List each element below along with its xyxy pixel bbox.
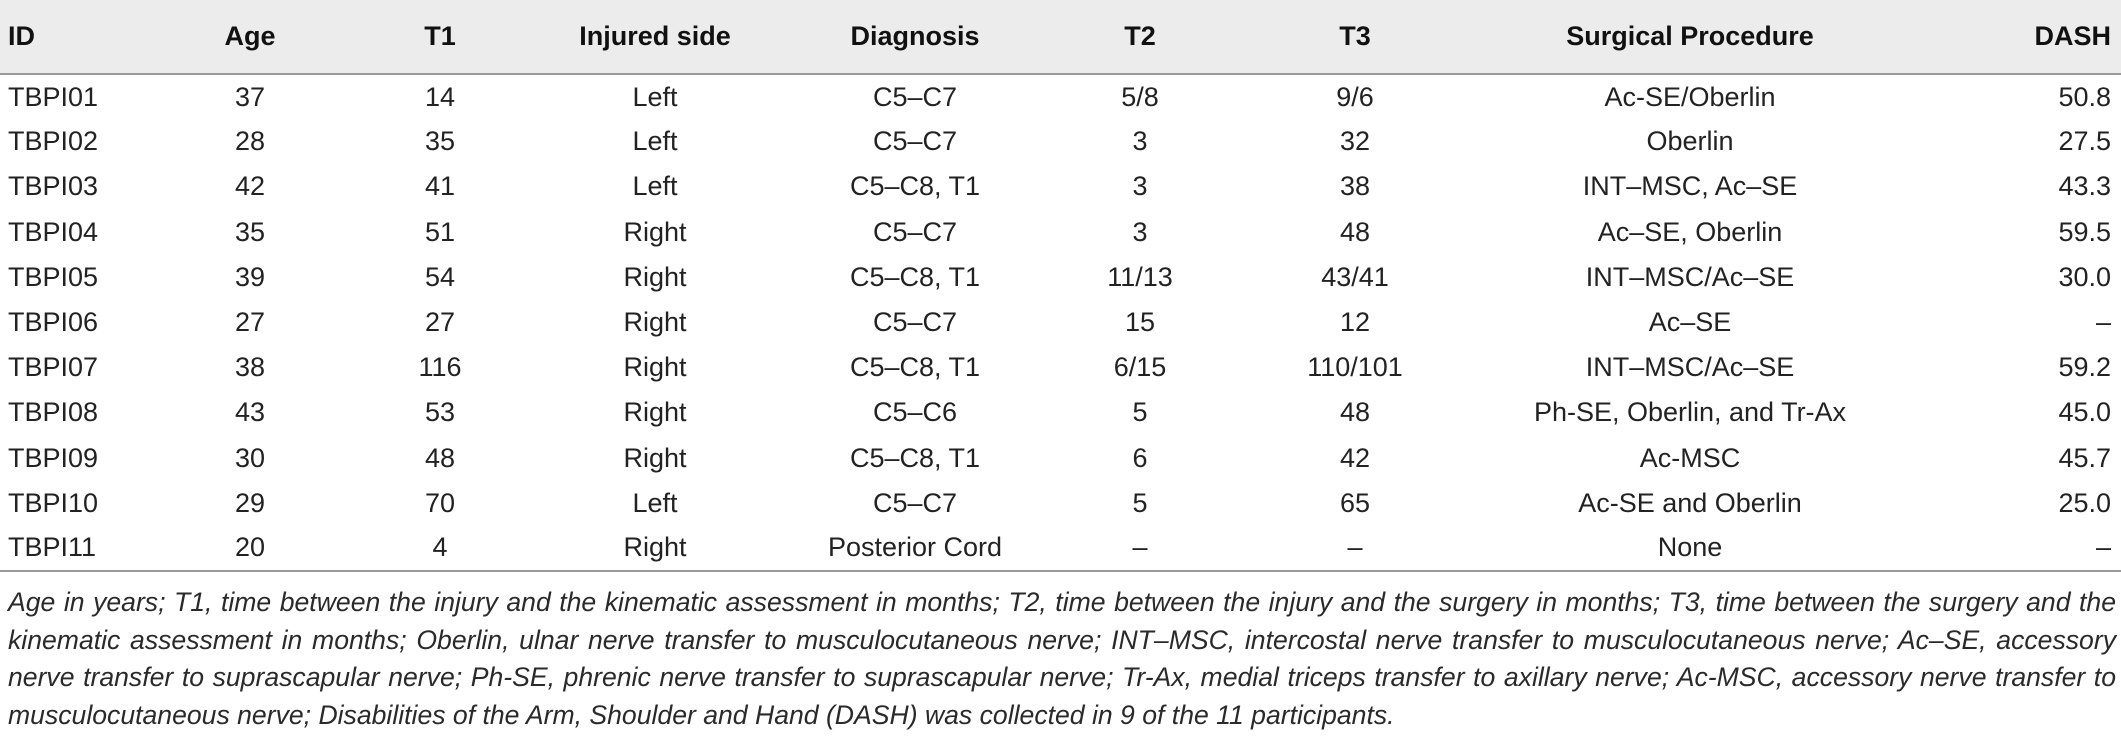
t3-cell: – (1230, 526, 1480, 571)
dash-cell: 59.5 (2058, 216, 2111, 247)
injured-side-cell: Right (623, 397, 687, 428)
table-footnote: Age in years; T1, time between the injury and the kinematic assessment in months; T2, time between the injury and the surgery in months; T3, time between the surgery and the kinematic assessment in months; Oberlin, ulnar nerve transfer to musculocutaneous nerve; INT–MSC, intercostal nerve transfer to musculocutaneous nerve; Ac–SE, accessory nerve transfer to suprascapular nerve; Ph-SE, phrenic nerve transfer to suprascapular nerve; Tr-Ax, medial triceps transfer to axillary nerve; Ac-MSC, accessory nerve transfer to musculocutaneous nerve; Disabilities of the Arm, Shoulder and Hand (DASH) was collected in 9 of the 11 participants. (8, 587, 2116, 730)
age-cell: 39 (234, 261, 266, 292)
t2-cell: 6/15 (1113, 352, 1167, 383)
surgical-procedure-cell: INT–MSC/Ac–SE (1585, 261, 1795, 292)
t1-cell: 53 (424, 397, 456, 428)
id-cell: TBPI05 (8, 261, 99, 292)
id-cell: TBPI03 (8, 171, 99, 202)
id-cell: TBPI04 (8, 216, 99, 247)
table-row (0, 74, 2121, 119)
age-cell: 28 (234, 126, 266, 157)
dash-cell: – (1900, 526, 2121, 571)
dash-cell: 50.8 (2058, 81, 2111, 112)
t3-cell: 9/6 (1336, 81, 1374, 112)
age-cell: 27 (234, 307, 266, 338)
t1-cell: 4 (350, 526, 530, 571)
table-body (0, 74, 2121, 571)
id-cell: TBPI08 (8, 397, 99, 428)
surgical-procedure-cell: Ac-SE/Oberlin (1604, 81, 1776, 112)
diagnosis-cell: C5–C7 (872, 307, 958, 338)
t3-cell: 32 (1339, 126, 1371, 157)
t2-cell: 5/8 (1121, 81, 1159, 112)
age-cell: 42 (234, 171, 266, 202)
t1-cell: 116 (418, 352, 462, 383)
surgical-procedure-cell: None (1480, 526, 1900, 571)
surgical-procedure-cell: INT–MSC, Ac–SE (1582, 171, 1798, 202)
id-cell: TBPI01 (8, 81, 99, 112)
injured-side-cell: Left (632, 487, 678, 518)
age-cell: 35 (234, 216, 266, 247)
injured-side-cell: Right (623, 352, 687, 383)
diagnosis-cell: C5–C8, T1 (849, 261, 981, 292)
t3-cell: 65 (1339, 487, 1371, 518)
injured-side-cell: Left (632, 126, 678, 157)
dash-cell: 30.0 (2058, 261, 2111, 292)
injured-side-cell: Right (623, 261, 687, 292)
age-cell: 38 (234, 352, 266, 383)
t3-cell: 110/101 (1307, 352, 1403, 383)
surgical-procedure-cell: INT–MSC/Ac–SE (1585, 352, 1795, 383)
t3-cell: 48 (1339, 397, 1371, 428)
t1-cell: 51 (424, 216, 456, 247)
injured-side-cell: Right (530, 526, 780, 571)
diagnosis-cell: C5–C6 (872, 397, 958, 428)
id-cell: TBPI06 (8, 307, 99, 338)
table-row (0, 345, 2121, 390)
header-row (0, 0, 2121, 74)
t2-cell: 15 (1124, 307, 1156, 338)
dash-cell: 27.5 (2058, 126, 2111, 157)
age-cell: 20 (150, 526, 350, 571)
table-row (0, 164, 2121, 209)
injured-side-cell: Left (632, 81, 678, 112)
id-cell: TBPI11 (0, 526, 150, 571)
t2-cell: 6 (1132, 442, 1148, 473)
injured-side-cell: Right (623, 216, 687, 247)
dash-cell: – (2095, 307, 2111, 338)
injured-side-cell: Right (623, 442, 687, 473)
dash-cell: 25.0 (2058, 487, 2111, 518)
surgical-procedure-cell: Ph-SE, Oberlin, and Tr-Ax (1533, 397, 1847, 428)
t2-cell: 3 (1132, 126, 1148, 157)
header-age: Age (150, 0, 350, 74)
diagnosis-cell: C5–C8, T1 (849, 442, 981, 473)
t2-cell: 5 (1132, 487, 1148, 518)
t3-cell: 43/41 (1321, 261, 1389, 292)
t2-cell: 11/13 (1107, 261, 1173, 292)
table-row (0, 526, 2121, 571)
table-row (0, 255, 2121, 300)
age-cell: 37 (234, 81, 266, 112)
header-injured-side: Injured side (530, 0, 780, 74)
diagnosis-cell: C5–C8, T1 (849, 171, 981, 202)
diagnosis-cell: C5–C7 (872, 216, 958, 247)
header-surgical-procedure: Surgical Procedure (1480, 0, 1900, 74)
dash-cell: 43.3 (2058, 171, 2111, 202)
age-cell: 43 (234, 397, 266, 428)
diagnosis-cell: C5–C8, T1 (849, 352, 981, 383)
table-row (0, 119, 2121, 164)
surgical-procedure-cell: Ac-SE and Oberlin (1578, 487, 1802, 518)
t1-cell: 27 (424, 307, 456, 338)
t2-cell: 3 (1132, 171, 1148, 202)
header-t2: T2 (1050, 0, 1230, 74)
t2-cell: 5 (1132, 397, 1148, 428)
dash-cell: 59.2 (2058, 352, 2111, 383)
id-cell: TBPI02 (8, 126, 99, 157)
t1-cell: 48 (424, 442, 456, 473)
id-cell: TBPI07 (8, 352, 99, 383)
t3-cell: 38 (1339, 171, 1371, 202)
table-row (0, 390, 2121, 435)
header-diagnosis: Diagnosis (780, 0, 1050, 74)
age-cell: 30 (234, 442, 266, 473)
table-row (0, 481, 2121, 526)
table-row (0, 436, 2121, 481)
t2-cell: – (1050, 526, 1230, 571)
dash-cell: 45.7 (2058, 442, 2111, 473)
injured-side-cell: Left (632, 171, 678, 202)
table-row (0, 210, 2121, 255)
t3-cell: 12 (1339, 307, 1371, 338)
header-t3: T3 (1230, 0, 1480, 74)
surgical-procedure-cell: Ac-MSC (1639, 442, 1741, 473)
id-cell: TBPI10 (8, 487, 99, 518)
dash-cell: 45.0 (2058, 397, 2111, 428)
t2-cell: 3 (1132, 216, 1148, 247)
t3-cell: 48 (1339, 216, 1371, 247)
t1-cell: 41 (424, 171, 456, 202)
diagnosis-cell: Posterior Cord (780, 526, 1050, 571)
diagnosis-cell: C5–C7 (872, 126, 958, 157)
age-cell: 29 (234, 487, 266, 518)
header-t1: T1 (350, 0, 530, 74)
diagnosis-cell: C5–C7 (872, 81, 958, 112)
table-row (0, 300, 2121, 345)
surgical-procedure-cell: Ac–SE (1648, 307, 1732, 338)
t3-cell: 42 (1339, 442, 1371, 473)
surgical-procedure-cell: Oberlin (1646, 126, 1734, 157)
injured-side-cell: Right (623, 307, 687, 338)
table-header (0, 0, 2121, 74)
t1-cell: 14 (424, 81, 456, 112)
diagnosis-cell: C5–C7 (872, 487, 958, 518)
header-id: ID (0, 0, 150, 74)
t1-cell: 70 (424, 487, 456, 518)
id-cell: TBPI09 (8, 442, 99, 473)
surgical-procedure-cell: Ac–SE, Oberlin (1597, 216, 1783, 247)
t1-cell: 54 (424, 261, 456, 292)
t1-cell: 35 (424, 126, 456, 157)
header-dash: DASH (1900, 0, 2121, 74)
